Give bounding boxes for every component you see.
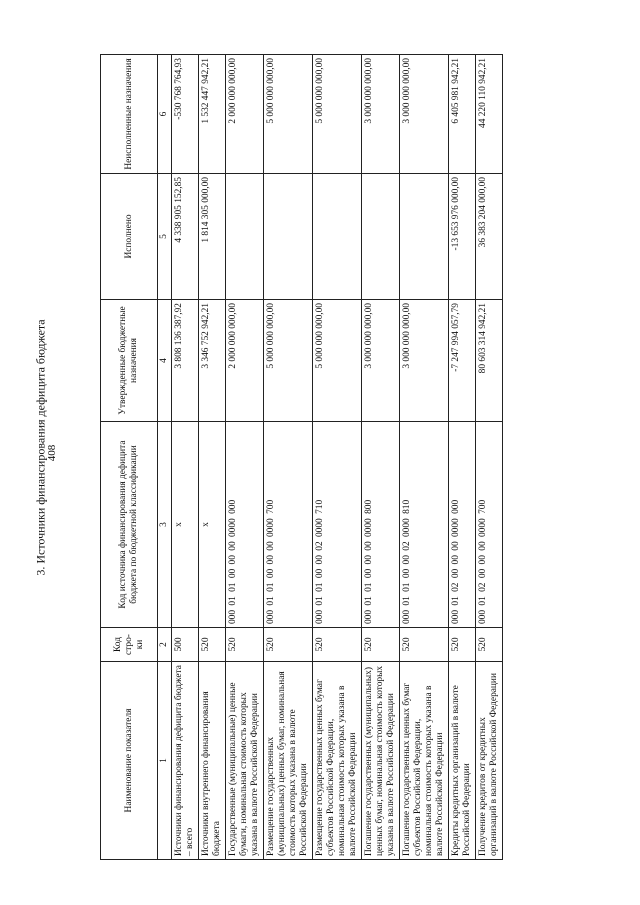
column-number: 1: [158, 662, 172, 860]
column-number: 2: [158, 628, 172, 662]
source-code: 000 01 01 00 00 02 0000 810: [400, 422, 449, 628]
approved-amount: 5 000 000 000,00: [264, 300, 313, 422]
approved-amount: 5 000 000 000,00: [313, 300, 362, 422]
header-source-code: Код источника финансирования дефицита бюджета по бюджетной классификации: [101, 422, 158, 628]
approved-amount: 3 346 752 942,21: [199, 300, 226, 422]
table-row: [476, 55, 503, 860]
table-row: [313, 55, 362, 860]
table-header-row: [101, 55, 158, 860]
rotated-table-container: [100, 55, 560, 860]
section-title: 3. Источники финансирования дефицита бюджета: [33, 319, 48, 576]
table-row: [226, 55, 264, 860]
line-code: 520: [199, 628, 226, 662]
indicator-name: Погашение государственных (муниципальных) ценных бумаг, номинальная стоимость которых указана в валюте Российской Федерации: [362, 662, 400, 860]
table-row: [199, 55, 226, 860]
line-code: 520: [449, 628, 476, 662]
table-row: [400, 55, 449, 860]
approved-amount: 3 000 000 000,00: [400, 300, 449, 422]
approved-amount: 3 808 136 387,92: [172, 300, 199, 422]
column-number: 5: [158, 174, 172, 300]
table-row: [264, 55, 313, 860]
header-line-code: Код стро-ки: [101, 628, 158, 662]
line-code: 520: [313, 628, 362, 662]
table-row: [362, 55, 400, 860]
unexecuted-amount: -530 768 764,93: [172, 55, 199, 174]
line-code: 520: [362, 628, 400, 662]
page-number: 408: [46, 444, 58, 462]
indicator-name: Источники внутреннего финансирования бюджета: [199, 662, 226, 860]
executed-amount: 36 383 204 000,00: [476, 174, 503, 300]
executed-amount: 1 814 305 000,00: [199, 174, 226, 300]
table-row: [172, 55, 199, 860]
source-code: 000 01 01 00 00 02 0000 710: [313, 422, 362, 628]
line-code: 520: [400, 628, 449, 662]
source-code: х: [172, 422, 199, 628]
table-row: [449, 55, 476, 860]
source-code: 000 01 02 00 00 00 0000 000: [449, 422, 476, 628]
column-number: 3: [158, 422, 172, 628]
unexecuted-amount: 2 000 000 000,00: [226, 55, 264, 174]
header-executed: Исполнено: [101, 174, 158, 300]
executed-amount: [226, 174, 264, 300]
indicator-name: Размещение государственных (муниципальных) ценных бумаг, номинальная стоимость которых указана в валюте Российской Федерации: [264, 662, 313, 860]
header-approved: Утвержденные бюджетные назначения: [101, 300, 158, 422]
source-code: 000 01 02 00 00 00 0000 700: [476, 422, 503, 628]
executed-amount: 4 338 905 152,85: [172, 174, 199, 300]
source-code: х: [199, 422, 226, 628]
budget-deficit-sources-table: [100, 54, 503, 860]
approved-amount: 2 000 000 000,00: [226, 300, 264, 422]
header-indicator-name: Наименование показателя: [101, 662, 158, 860]
header-unexecuted: Неисполненные назначения: [101, 55, 158, 174]
unexecuted-amount: 5 000 000 000,00: [264, 55, 313, 174]
executed-amount: -13 653 976 000,00: [449, 174, 476, 300]
executed-amount: [400, 174, 449, 300]
column-number-row: [158, 55, 172, 860]
column-number: 6: [158, 55, 172, 174]
approved-amount: 3 000 000 000,00: [362, 300, 400, 422]
source-code: 000 01 01 00 00 00 0000 700: [264, 422, 313, 628]
unexecuted-amount: 5 000 000 000,00: [313, 55, 362, 174]
executed-amount: [362, 174, 400, 300]
unexecuted-amount: 6 405 981 942,21: [449, 55, 476, 174]
source-code: 000 01 01 00 00 00 0000 800: [362, 422, 400, 628]
source-code: 000 01 01 00 00 00 0000 000: [226, 422, 264, 628]
unexecuted-amount: 3 000 000 000,00: [362, 55, 400, 174]
column-number: 4: [158, 300, 172, 422]
line-code: 520: [264, 628, 313, 662]
approved-amount: -7 247 994 057,79: [449, 300, 476, 422]
approved-amount: 80 603 314 942,21: [476, 300, 503, 422]
indicator-name: Кредиты кредитных организаций в валюте Российской Федерации: [449, 662, 476, 860]
line-code: 500: [172, 628, 199, 662]
line-code: 520: [476, 628, 503, 662]
indicator-name: Источники финансирования дефицита бюджета – всего: [172, 662, 199, 860]
indicator-name: Государственные (муниципальные) ценные бумаги, номинальная стоимость которых указана в валюте Российской Федерации: [226, 662, 264, 860]
unexecuted-amount: 3 000 000 000,00: [400, 55, 449, 174]
line-code: 520: [226, 628, 264, 662]
indicator-name: Размещение государственных ценных бумаг субъектов Российской Федерации, номинальная стоимость которых указана в валюте Российской Федерации: [313, 662, 362, 860]
unexecuted-amount: 1 532 447 942,21: [199, 55, 226, 174]
executed-amount: [264, 174, 313, 300]
executed-amount: [313, 174, 362, 300]
unexecuted-amount: 44 220 110 942,21: [476, 55, 503, 174]
indicator-name: Погашение государственных ценных бумаг субъектов Российской Федерации, номинальная стоимость которых указана в валюте Российской Федерации: [400, 662, 449, 860]
indicator-name: Получение кредитов от кредитных организаций в валюте Российской Федерации: [476, 662, 503, 860]
